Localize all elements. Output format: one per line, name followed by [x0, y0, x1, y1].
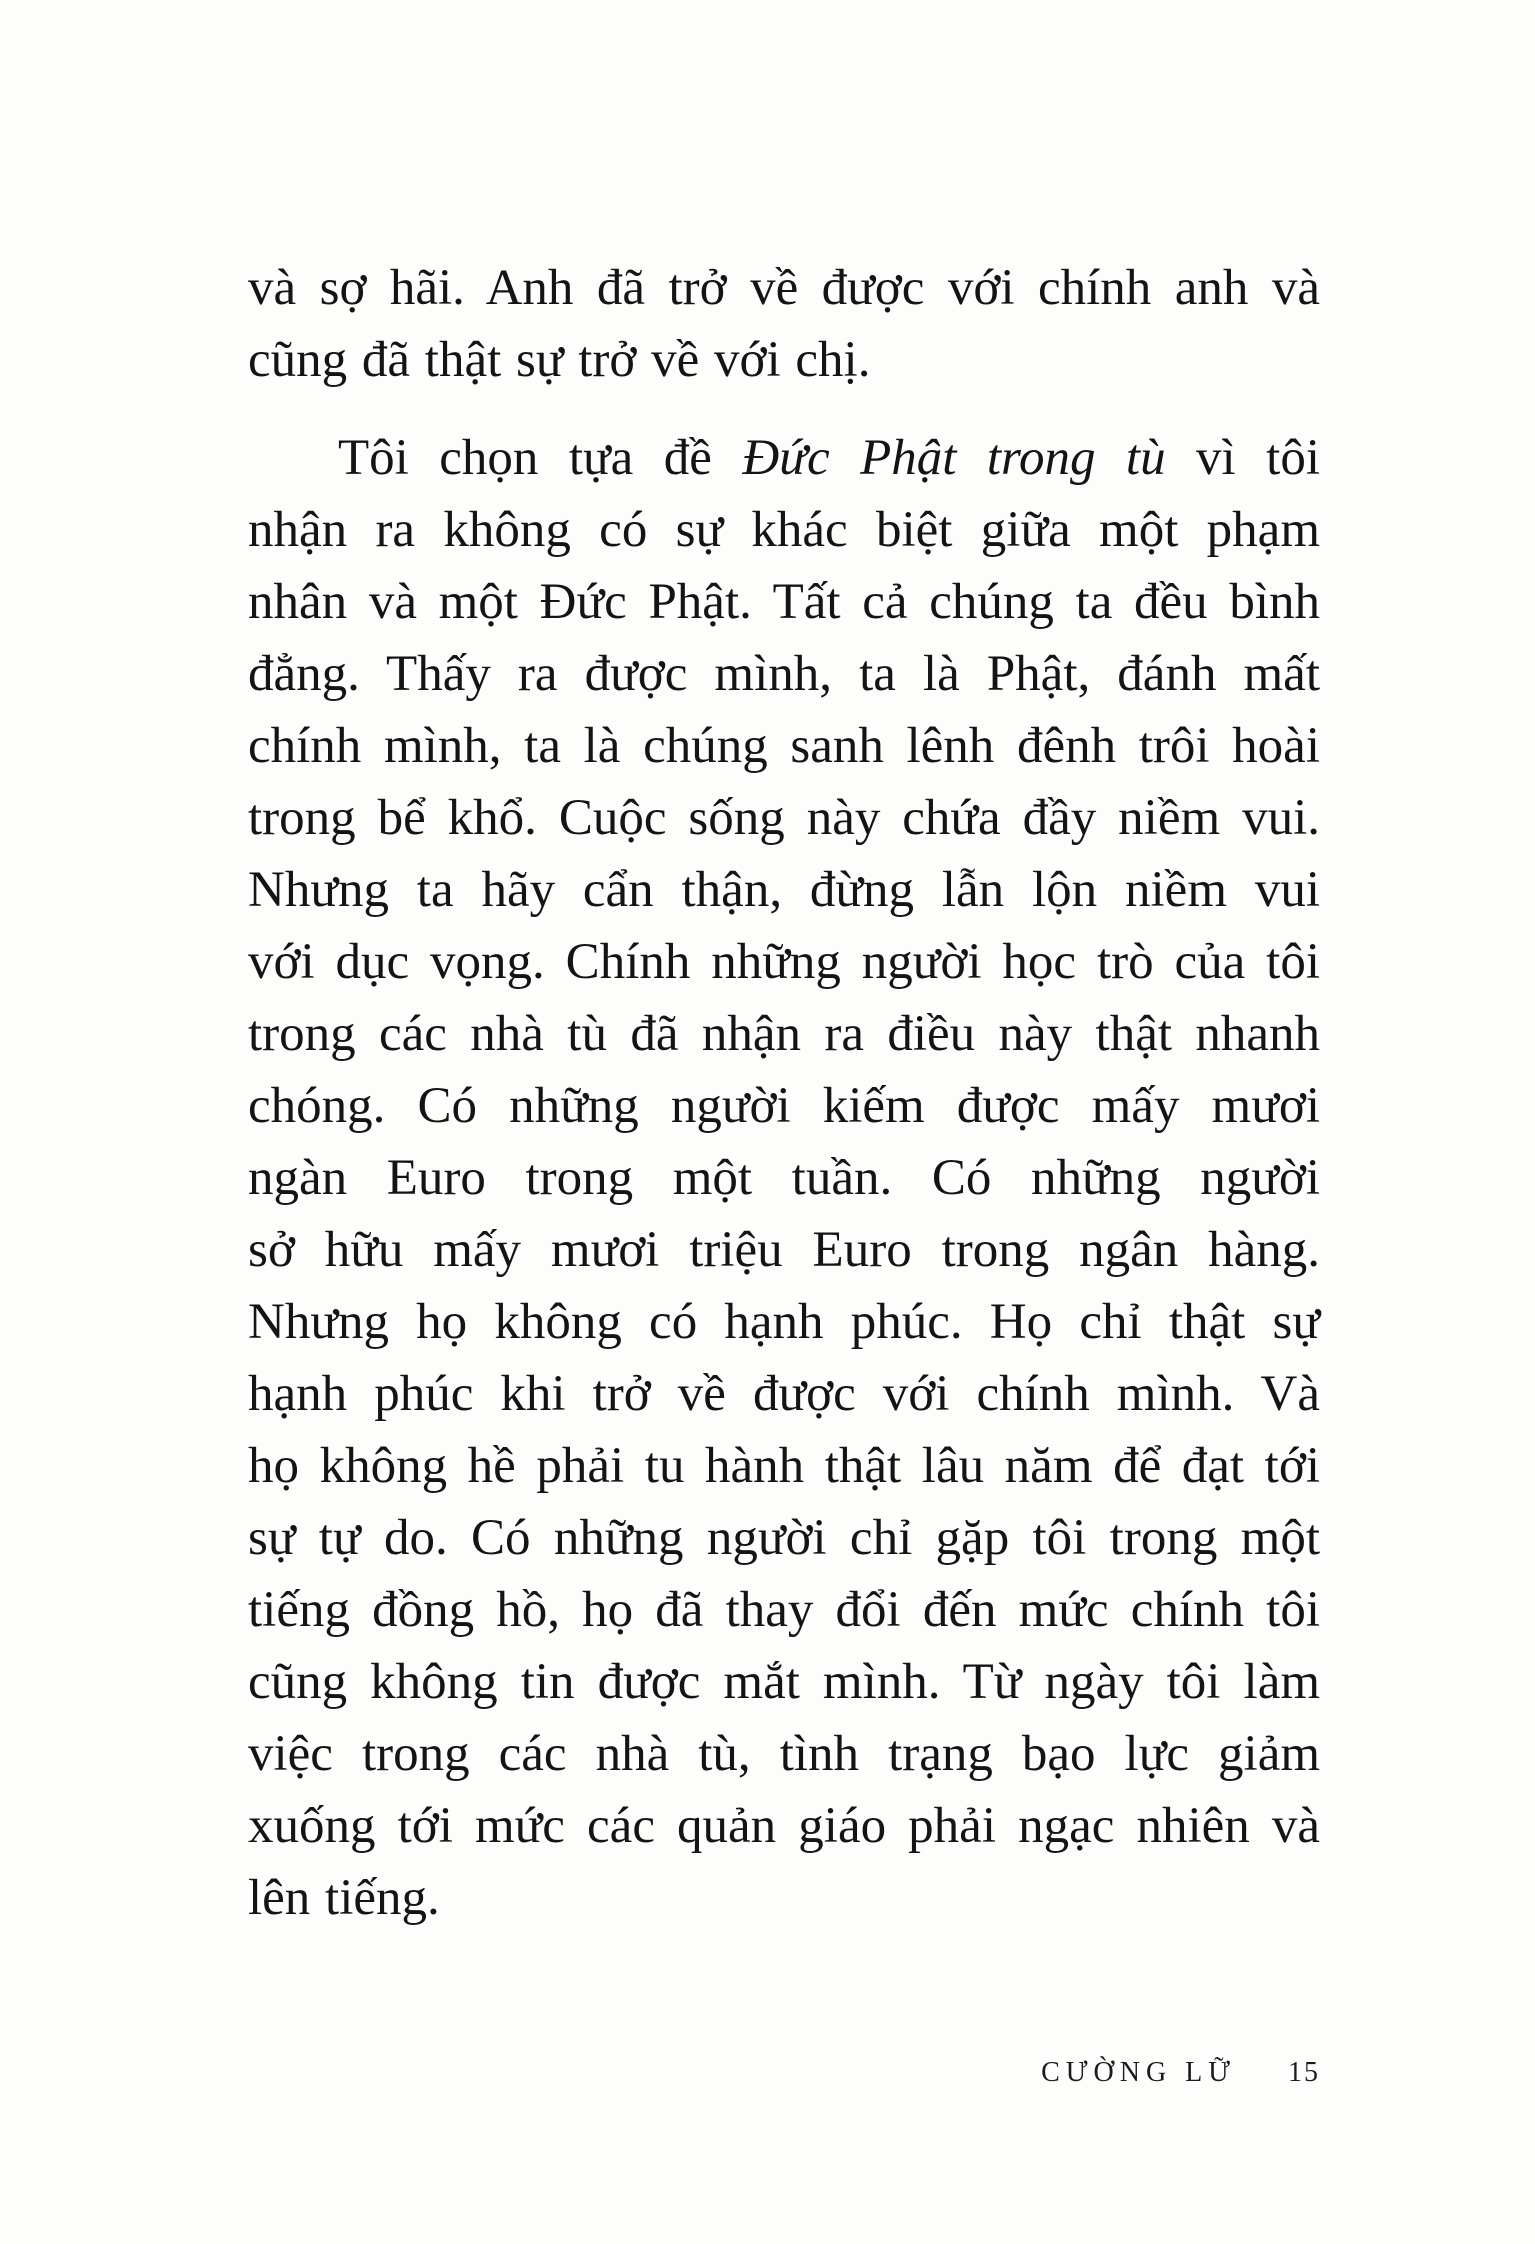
text-segment: vì tôi [1165, 430, 1320, 486]
text-segment: nhân và một Đức Phật. Tất cả chúng ta đều bình [248, 574, 1320, 630]
text-segment: Nhưng họ không có hạnh phúc. Họ chỉ thật sự [248, 1294, 1320, 1350]
text-line [248, 1142, 1320, 1214]
text-segment: chóng. Có những người kiếm được mấy mươi [248, 1078, 1320, 1134]
page-body [248, 252, 1320, 1934]
text-line [248, 1718, 1320, 1790]
text-line [248, 1430, 1320, 1502]
text-segment: đẳng. Thấy ra được mình, ta là Phật, đánh mất [248, 646, 1320, 702]
text-segment: ngàn Euro trong một tuần. Có những người [248, 1150, 1320, 1206]
text-line [248, 710, 1320, 782]
italic-book-title: Đức Phật trong tù [742, 430, 1166, 486]
text-line [248, 494, 1320, 566]
text-segment: với dục vọng. Chính những người học trò của tôi [248, 934, 1320, 990]
text-line [248, 1502, 1320, 1574]
text-line [248, 1862, 1320, 1934]
text-line [248, 638, 1320, 710]
text-segment: Nhưng ta hãy cẩn thận, đừng lẫn lộn niềm vui [248, 862, 1320, 918]
paragraph [248, 252, 1320, 396]
text-line [248, 1286, 1320, 1358]
text-segment: và sợ hãi. Anh đã trở về được với chính anh và [248, 260, 1320, 316]
text-segment: trong các nhà tù đã nhận ra điều này thật nhanh [248, 1006, 1320, 1062]
text-line [248, 252, 1320, 324]
text-line [248, 1070, 1320, 1142]
text-line [248, 1358, 1320, 1430]
text-segment: sở hữu mấy mươi triệu Euro trong ngân hàng. [248, 1222, 1320, 1278]
text-segment: chính mình, ta là chúng sanh lênh đênh trôi hoài [248, 718, 1320, 774]
text-segment: trong bể khổ. Cuộc sống này chứa đầy niềm vui. [248, 790, 1320, 846]
text-segment: xuống tới mức các quản giáo phải ngạc nhiên và [248, 1798, 1320, 1854]
text-segment: nhận ra không có sự khác biệt giữa một phạm [248, 502, 1320, 558]
text-segment: Tôi chọn tựa đề [338, 430, 743, 486]
text-segment: hạnh phúc khi trở về được với chính mình. Và [248, 1366, 1320, 1422]
text-segment: sự tự do. Có những người chỉ gặp tôi trong một [248, 1510, 1320, 1566]
text-segment: lên tiếng. [248, 1870, 440, 1926]
text-line [248, 854, 1320, 926]
text-line [248, 566, 1320, 638]
text-line [248, 926, 1320, 998]
text-segment: họ không hề phải tu hành thật lâu năm để đạt tới [248, 1438, 1320, 1494]
text-line [248, 1646, 1320, 1718]
page-footer [1041, 2056, 1320, 2090]
text-line [248, 1790, 1320, 1862]
text-line [248, 422, 1320, 494]
text-line [248, 1214, 1320, 1286]
text-line [248, 1574, 1320, 1646]
text-line [248, 324, 1320, 396]
page-number: 15 [1288, 2057, 1320, 2088]
text-segment: cũng không tin được mắt mình. Từ ngày tôi làm [248, 1654, 1320, 1710]
text-line [248, 782, 1320, 854]
running-title: CƯỜNG LỮ [1041, 2057, 1236, 2088]
text-segment: cũng đã thật sự trở về với chị. [248, 332, 871, 388]
text-line [248, 998, 1320, 1070]
paragraph [248, 422, 1320, 1934]
text-segment: việc trong các nhà tù, tình trạng bạo lực giảm [248, 1726, 1320, 1782]
text-segment: tiếng đồng hồ, họ đã thay đổi đến mức chính tôi [248, 1582, 1320, 1638]
